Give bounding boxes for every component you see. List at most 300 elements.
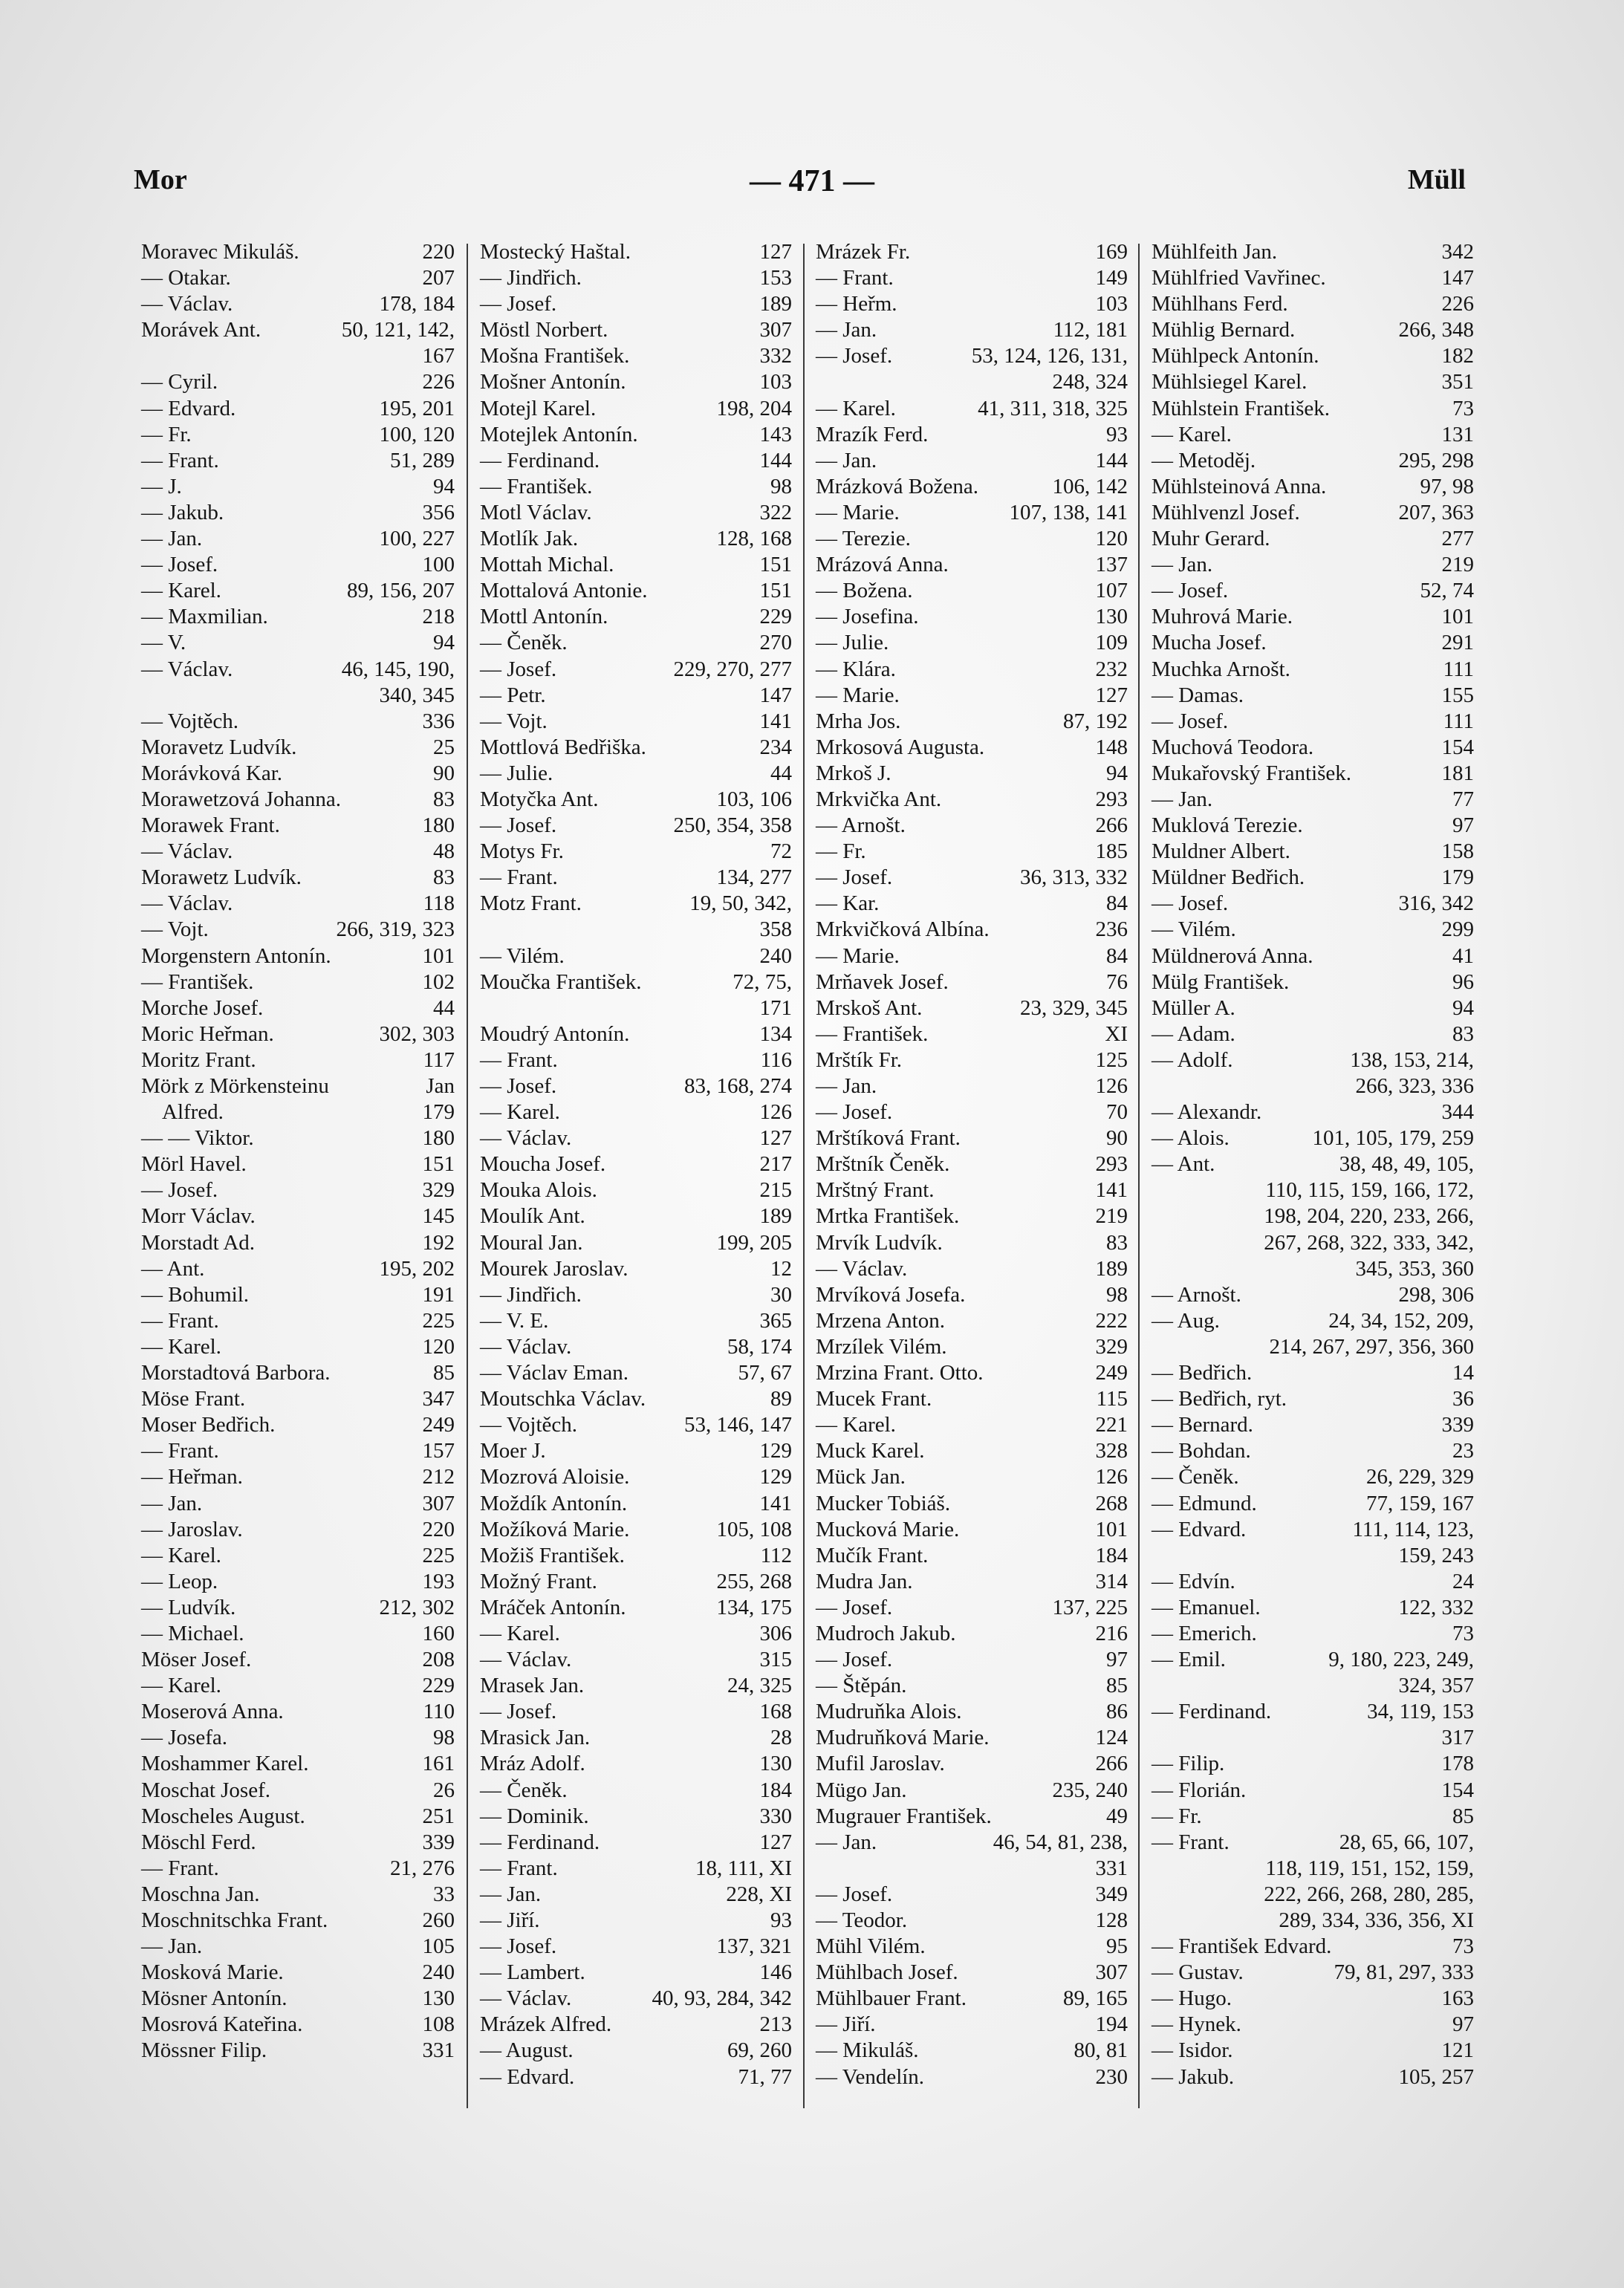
entry-pages: 330 [759, 1804, 792, 1828]
entry-name: — Václav. [141, 657, 233, 681]
entry-name: — Aug. [1152, 1308, 1220, 1333]
index-entry [480, 1360, 792, 1386]
entry-pages: 100 [422, 553, 455, 577]
index-entry [816, 1778, 1128, 1804]
index-column-3 [816, 239, 1128, 2111]
index-entry [480, 2012, 792, 2038]
index-entry [480, 1125, 792, 1151]
entry-name: — Julie. [816, 631, 889, 655]
entry-pages: 85 [433, 1361, 455, 1385]
entry-pages: 336 [422, 709, 455, 733]
index-entry [1152, 1386, 1474, 1412]
entry-pages: 131 [1441, 422, 1474, 446]
entry-name: Mottlová Bedřiška. [480, 735, 646, 759]
index-entry [141, 1673, 455, 1699]
index-entry [1152, 1856, 1474, 1882]
index-entry [141, 1595, 455, 1621]
entry-name: Mrňavek Josef. [816, 969, 949, 994]
entry-name: Muldner Albert. [1152, 839, 1290, 864]
entry-pages: 315 [759, 1648, 792, 1672]
entry-name: — Adolf. [1152, 1047, 1233, 1072]
entry-name: Moshammer Karel. [141, 1752, 309, 1776]
index-entry [816, 1438, 1128, 1464]
index-entry [480, 1308, 792, 1334]
index-entry [1152, 969, 1474, 995]
entry-pages: 298, 306 [1398, 1282, 1474, 1307]
entry-pages: 94 [433, 474, 455, 498]
index-entry [141, 1021, 455, 1047]
index-entry [480, 1856, 792, 1882]
entry-name: — Václav. [480, 1986, 572, 2011]
index-entry [816, 1203, 1128, 1229]
entry-name: — Bohumil. [141, 1282, 250, 1307]
entry-name: — Václav. [816, 1256, 908, 1281]
entry-name: — Jan. [141, 1491, 203, 1515]
index-entry [1152, 1960, 1474, 1986]
entry-pages: 250, 354, 358 [673, 813, 792, 838]
entry-name: — František Edvard. [1152, 1934, 1332, 1959]
entry-pages: 14 [1452, 1361, 1474, 1385]
index-entry [141, 2012, 455, 2038]
entry-pages: 127 [1095, 683, 1128, 707]
entry-name: — Jan. [816, 318, 877, 342]
index-entry [141, 787, 455, 813]
entry-pages: 178 [1441, 1752, 1474, 1776]
entry-pages: 83, 168, 274 [684, 1074, 792, 1098]
index-entry [480, 1047, 792, 1073]
entry-name: — Vilém. [1152, 917, 1236, 942]
entry-pages: 267, 268, 322, 333, 342, [1264, 1230, 1474, 1255]
entry-name: — Vojtěch. [480, 1413, 578, 1437]
entry-name: Mühlfried Vavřinec. [1152, 266, 1326, 290]
entry-pages: 260 [422, 1908, 455, 1932]
entry-name: — Metoděj. [1152, 448, 1256, 472]
index-entry [480, 1908, 792, 1934]
entry-name: Mudruňková Marie. [816, 1726, 990, 1750]
entry-name: Mühlstein František. [1152, 396, 1331, 420]
entry-name: Mucker Tobiáš. [816, 1491, 951, 1515]
entry-pages: 365 [759, 1308, 792, 1333]
entry-name: — Božena. [816, 579, 913, 603]
entry-pages: 154 [1441, 1778, 1474, 1802]
entry-pages: 121 [1441, 2038, 1474, 2063]
entry-pages: 212, 302 [379, 1595, 455, 1619]
index-entry [141, 1543, 455, 1569]
index-entry [480, 1073, 792, 1099]
entry-name: — Jan. [141, 527, 203, 551]
entry-name: Mošna František. [480, 344, 630, 368]
entry-name: — Čeněk. [480, 1778, 568, 1802]
entry-pages: 141 [759, 1491, 792, 1515]
entry-pages: 49 [1106, 1804, 1128, 1828]
entry-name: — August. [480, 2038, 574, 2063]
index-entry [816, 891, 1128, 917]
entry-name: — František. [480, 474, 593, 498]
index-entry [1152, 1673, 1474, 1699]
entry-pages: 120 [422, 1334, 455, 1359]
index-entry [480, 1986, 792, 2012]
entry-pages: 24, 325 [727, 1674, 792, 1698]
index-entry [480, 891, 792, 917]
index-entry [141, 735, 455, 761]
entry-name: — Edmund. [1152, 1491, 1257, 1515]
index-entry [141, 1438, 455, 1464]
entry-name: — Jindřich. [480, 266, 582, 290]
index-entry [1152, 369, 1474, 395]
entry-pages: 141 [759, 709, 792, 733]
entry-name: Mottah Michal. [480, 553, 614, 577]
entry-name: — Florián. [1152, 1778, 1247, 1802]
index-entry [141, 2038, 455, 2064]
entry-name: Morche Josef. [141, 995, 264, 1020]
entry-name: Moučka František. [480, 969, 642, 994]
entry-pages: 127 [759, 1126, 792, 1151]
entry-name: Möschl Ferd. [141, 1830, 256, 1854]
entry-pages: 266, 348 [1398, 318, 1474, 342]
entry-name: — Josef. [480, 1074, 557, 1098]
entry-name: Moschnitschka Frant. [141, 1908, 328, 1932]
index-entry [1152, 995, 1474, 1021]
entry-name: — Jiří. [480, 1908, 540, 1932]
entry-name: — Vojt. [480, 709, 548, 733]
entry-pages: 97 [1452, 813, 1474, 838]
index-entry [1152, 1099, 1474, 1125]
entry-name: — Lambert. [480, 1960, 585, 1985]
index-entry [1152, 396, 1474, 422]
entry-pages: 221 [1095, 1413, 1128, 1437]
index-entry [141, 239, 455, 265]
index-entry [480, 1621, 792, 1647]
index-entry [816, 1386, 1128, 1412]
entry-pages: 307 [422, 1491, 455, 1515]
index-entry [141, 630, 455, 656]
entry-pages: 347 [422, 1387, 455, 1411]
index-entry [1152, 291, 1474, 317]
index-entry [1152, 683, 1474, 709]
entry-pages: 129 [759, 1465, 792, 1489]
index-entry [480, 969, 792, 995]
index-entry [141, 1177, 455, 1203]
index-entry [480, 422, 792, 448]
entry-pages: 179 [1441, 865, 1474, 890]
entry-name: Mosrová Kateřina. [141, 2012, 303, 2037]
entry-name: Mühlbach Josef. [816, 1960, 958, 1985]
entry-pages: 26, 229, 329 [1366, 1465, 1474, 1489]
entry-pages: 12 [770, 1256, 792, 1281]
entry-pages: 115 [1096, 1387, 1128, 1411]
entry-pages: 179 [422, 1100, 455, 1125]
entry-name: — Ant. [141, 1256, 205, 1281]
entry-pages: 147 [1441, 266, 1474, 290]
entry-pages: 339 [422, 1830, 455, 1854]
entry-pages: 342 [1441, 240, 1474, 264]
entry-pages: 229 [759, 605, 792, 629]
entry-pages: 94 [1106, 761, 1128, 785]
index-entry [1152, 761, 1474, 787]
index-entry [141, 422, 455, 448]
entry-pages: 137 [1095, 553, 1128, 577]
index-entry [1152, 657, 1474, 683]
index-entry [141, 1360, 455, 1386]
entry-name: — Frant. [141, 1439, 219, 1463]
entry-name: Mück Jan. [816, 1465, 906, 1489]
index-entry [141, 839, 455, 865]
index-entry [480, 1282, 792, 1308]
entry-name: Mrskoš Ant. [816, 995, 923, 1020]
index-entry [480, 735, 792, 761]
index-entry [816, 448, 1128, 474]
index-entry [816, 813, 1128, 839]
entry-name: — Jan. [816, 448, 877, 472]
index-entry [816, 1334, 1128, 1360]
entry-pages: 101 [422, 943, 455, 968]
entry-pages: 108 [422, 2012, 455, 2037]
entry-pages: 146 [759, 1960, 792, 1985]
entry-name: Mourek Jaroslav. [480, 1256, 629, 1281]
entry-pages: 130 [1095, 605, 1128, 629]
index-entry [816, 1543, 1128, 1569]
entry-pages: 100, 120 [379, 422, 455, 446]
index-entry [1152, 1047, 1474, 1073]
entry-pages: 112, 181 [1053, 318, 1128, 342]
entry-name: — Karel. [1152, 422, 1232, 446]
entry-pages: 77 [1452, 787, 1474, 811]
index-entry [1152, 2012, 1474, 2038]
index-entry [1152, 500, 1474, 526]
index-entry [480, 604, 792, 630]
entry-name: Mrasick Jan. [480, 1726, 591, 1750]
entry-pages: 235, 240 [1052, 1778, 1128, 1802]
entry-name: — Bedřich, ryt. [1152, 1387, 1287, 1411]
index-entry [141, 265, 455, 291]
entry-name: — Josef. [480, 292, 557, 316]
entry-pages: 199, 205 [716, 1230, 792, 1255]
index-entry [816, 1099, 1128, 1125]
entry-pages: 144 [1095, 448, 1128, 472]
entry-name: Mrkoš J. [816, 761, 891, 785]
entry-name: — Vendelín. [816, 2064, 925, 2089]
index-entry [480, 1151, 792, 1177]
entry-name: — Frant. [141, 1308, 219, 1333]
entry-name: Mrasek Jan. [480, 1674, 585, 1698]
index-entry [480, 552, 792, 578]
entry-pages: 143 [759, 422, 792, 446]
entry-name: — Václav. [480, 1648, 572, 1672]
entry-pages: 289, 334, 336, 356, XI [1279, 1908, 1474, 1932]
index-entry [480, 1647, 792, 1673]
entry-name: — Kar. [816, 891, 880, 916]
index-entry [480, 1804, 792, 1830]
index-entry [1152, 1360, 1474, 1386]
entry-pages: 236 [1095, 917, 1128, 942]
entry-name: — Ludvík. [141, 1595, 236, 1619]
entry-pages: 356 [422, 500, 455, 524]
entry-name: Möse Frant. [141, 1387, 246, 1411]
entry-name: — Jan. [1152, 553, 1213, 577]
entry-pages: 85 [1452, 1804, 1474, 1828]
entry-name: Motl Václav. [480, 500, 592, 524]
entry-name: Možíková Marie. [480, 1517, 630, 1541]
entry-pages: 219 [1441, 553, 1474, 577]
entry-name: — Leop. [141, 1569, 218, 1593]
entry-name: Mučík Frant. [816, 1543, 929, 1567]
index-entry [1152, 2038, 1474, 2064]
index-entry [816, 604, 1128, 630]
entry-name: — Marie. [816, 683, 900, 707]
entry-name: — Jakub. [141, 500, 224, 524]
entry-pages: 266, 319, 323 [336, 917, 455, 942]
entry-pages: 111 [1443, 657, 1474, 681]
index-entry [141, 813, 455, 839]
entry-name: — Jakub. [1152, 2064, 1235, 2089]
entry-pages: 134, 277 [716, 865, 792, 890]
index-entry [480, 1230, 792, 1256]
entry-pages: 266 [1095, 813, 1128, 838]
entry-pages: 293 [1095, 1152, 1128, 1177]
entry-pages: 266 [1095, 1752, 1128, 1776]
index-entry [141, 1517, 455, 1543]
entry-name: Morstadt Ad. [141, 1230, 256, 1255]
index-entry [141, 1647, 455, 1673]
entry-name: — Edvard. [1152, 1517, 1247, 1541]
entry-pages: 277 [1441, 527, 1474, 551]
entry-pages: 105, 108 [716, 1517, 792, 1541]
index-entry [1152, 317, 1474, 343]
entry-pages: 93 [770, 1908, 792, 1932]
entry-name: Morr Václav. [141, 1204, 256, 1229]
entry-name: Mössner Filip. [141, 2038, 267, 2063]
entry-name: Alfred. [162, 1100, 224, 1125]
index-entry [141, 683, 455, 709]
entry-pages: 125 [1095, 1047, 1128, 1072]
index-entry [480, 1412, 792, 1438]
entry-name: Morawetzová Johanna. [141, 787, 341, 811]
entry-name: — Michael. [141, 1621, 244, 1645]
index-entry [1152, 552, 1474, 578]
entry-pages: 198, 204 [716, 396, 792, 420]
index-entry [480, 396, 792, 422]
entry-name: — Bernard. [1152, 1413, 1253, 1437]
entry-name: Mufil Jaroslav. [816, 1752, 945, 1776]
index-entry [816, 1595, 1128, 1621]
entry-pages: 169 [1095, 240, 1128, 264]
entry-name: Mrvíková Josefa. [816, 1282, 966, 1307]
entry-pages: 103 [759, 370, 792, 394]
entry-name: — Štěpán. [816, 1674, 907, 1698]
entry-name: Motz Frant. [480, 891, 582, 916]
index-entry [1152, 1021, 1474, 1047]
index-entry [816, 969, 1128, 995]
entry-pages: 329 [1095, 1334, 1128, 1359]
entry-name: Motys Fr. [480, 839, 564, 864]
entry-pages: 83 [433, 787, 455, 811]
index-entry [480, 1778, 792, 1804]
index-entry [816, 1960, 1128, 1986]
entry-pages: 106, 142 [1052, 474, 1128, 498]
index-entry [1152, 526, 1474, 552]
index-entry [480, 474, 792, 500]
entry-pages: 101, 105, 179, 259 [1312, 1126, 1474, 1151]
entry-name: Mühlig Bernard. [1152, 318, 1296, 342]
entry-name: — Čeněk. [1152, 1465, 1239, 1489]
index-entry [141, 657, 455, 683]
entry-pages: 18, 111, XI [695, 1856, 792, 1880]
entry-name: — Frant. [1152, 1830, 1230, 1854]
entry-pages: 328 [1095, 1439, 1128, 1463]
entry-pages: 126 [1095, 1074, 1128, 1098]
entry-name: Morawek Frant. [141, 813, 280, 838]
entry-name: — Bedřich. [1152, 1361, 1253, 1385]
entry-name: Mudruňka Alois. [816, 1700, 962, 1724]
entry-name: — Isidor. [1152, 2038, 1233, 2063]
entry-name: — Karel. [480, 1100, 560, 1125]
entry-name: — Teodor. [816, 1908, 908, 1932]
index-entry [480, 1464, 792, 1490]
entry-pages: 89 [770, 1387, 792, 1411]
entry-name: — Josef. [1152, 579, 1229, 603]
entry-pages: 149 [1095, 266, 1128, 290]
index-entry [141, 1125, 455, 1151]
entry-pages: 153 [759, 266, 792, 290]
index-entry [816, 1464, 1128, 1490]
entry-name: — Václav. [480, 1334, 572, 1359]
entry-pages: 21, 276 [390, 1856, 455, 1880]
entry-pages: 251 [422, 1804, 455, 1828]
index-entry [1152, 1517, 1474, 1543]
entry-name: — Emil. [1152, 1648, 1226, 1672]
entry-name: Morawetz Ludvík. [141, 865, 302, 890]
index-entry [141, 396, 455, 422]
entry-name: Mrázek Alfred. [480, 2012, 612, 2037]
entry-name: Moschna Jan. [141, 1882, 260, 1906]
index-entry [816, 1412, 1128, 1438]
entry-pages: 163 [1441, 1986, 1474, 2011]
index-entry [480, 1751, 792, 1777]
entry-pages: 225 [422, 1308, 455, 1333]
entry-name: Mrštník Čeněk. [816, 1152, 950, 1177]
index-entry [816, 1908, 1128, 1934]
entry-pages: 40, 93, 284, 342 [652, 1986, 792, 2011]
entry-pages: 86 [1106, 1700, 1128, 1724]
entry-name: — Terezie. [816, 527, 911, 551]
entry-pages: 126 [1095, 1465, 1128, 1489]
entry-name: — Arnošt. [816, 813, 906, 838]
entry-pages: 214, 267, 297, 356, 360 [1269, 1334, 1474, 1359]
entry-pages: 51, 289 [390, 448, 455, 472]
entry-pages: 41, 311, 318, 325 [978, 396, 1128, 420]
entry-pages: 112 [760, 1543, 792, 1567]
entry-pages: 180 [422, 813, 455, 838]
index-entry [816, 474, 1128, 500]
index-entry [816, 683, 1128, 709]
entry-name: — Ant. [1152, 1152, 1215, 1177]
entry-name: Mühlpeck Antonín. [1152, 344, 1319, 368]
index-entry [480, 239, 792, 265]
entry-pages: 151 [759, 579, 792, 603]
entry-name: — Frant. [480, 1856, 558, 1880]
entry-name: — Josef. [480, 657, 557, 681]
entry-pages: 332 [759, 344, 792, 368]
entry-name: — Edvard. [480, 2064, 575, 2089]
index-entry [480, 1725, 792, 1751]
index-column-4 [1152, 239, 1474, 2111]
index-entry [1152, 630, 1474, 656]
entry-name: — Jan. [480, 1882, 542, 1906]
entry-pages: 26 [433, 1778, 455, 1802]
entry-pages: 168 [759, 1700, 792, 1724]
index-entry [141, 1856, 455, 1882]
index-entry [1152, 265, 1474, 291]
